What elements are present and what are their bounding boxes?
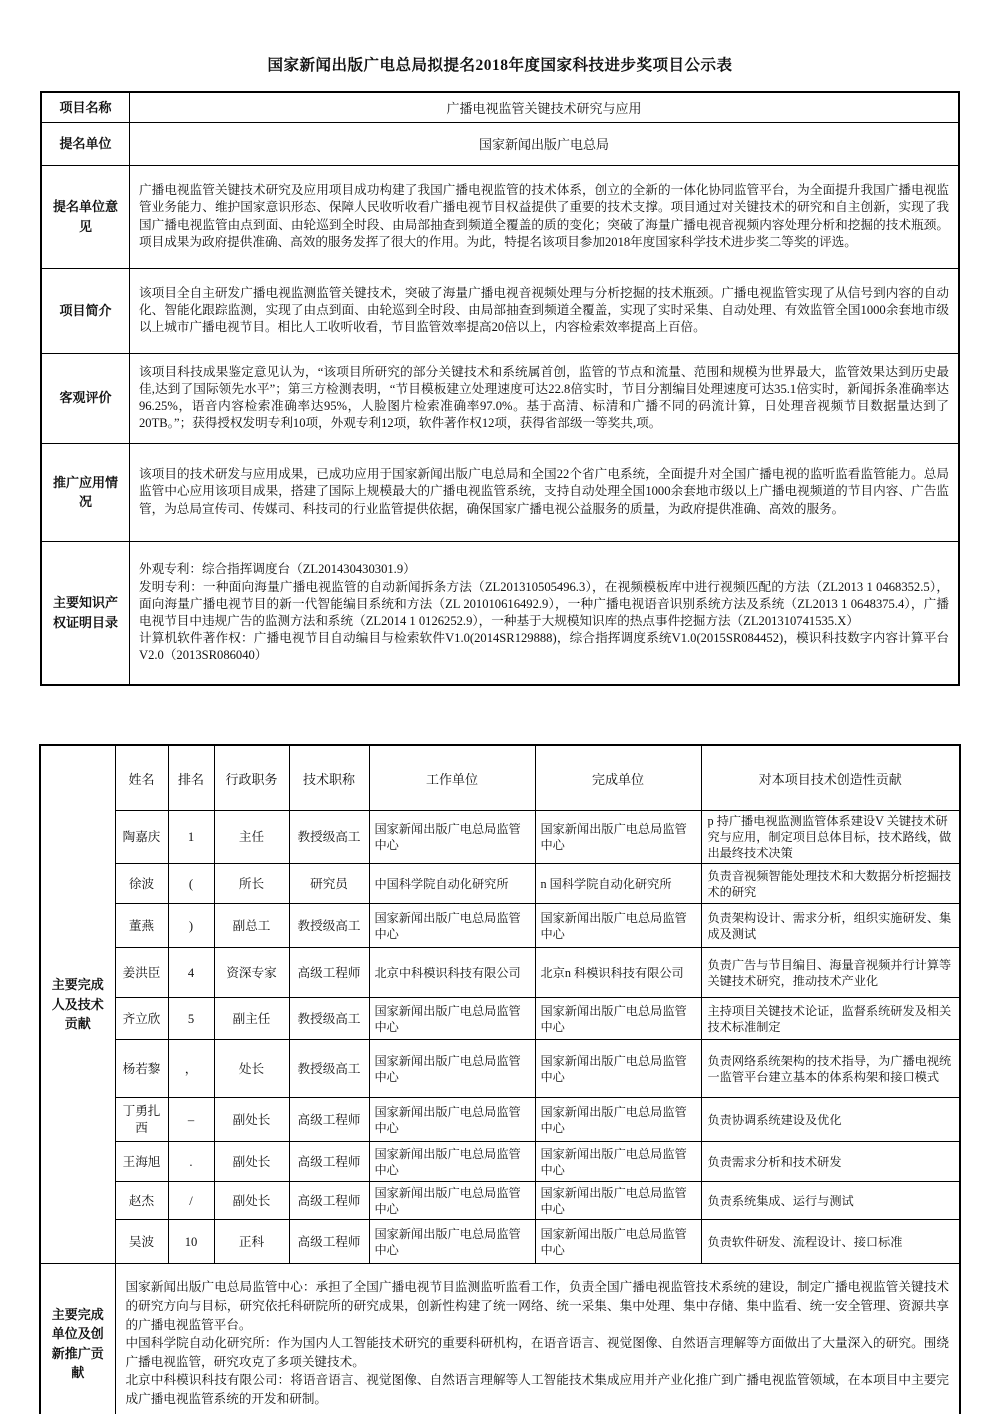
contributor-row [40, 1182, 960, 1220]
contributor-work-unit: 国家新闻出版广电总局监管中心 [369, 1182, 535, 1220]
col-header-contribution: 对本项目技术创造性贡献 [701, 745, 960, 811]
col-header-name: 姓名 [115, 745, 168, 811]
contributor-contribution: 负责系统集成、运行与测试 [701, 1182, 960, 1220]
contributor-row [40, 998, 960, 1040]
contributor-rank: – [168, 1098, 214, 1142]
row-label-opinion: 提名单位意见 [41, 165, 130, 268]
contributor-tech-title: 高级工程师 [289, 1220, 369, 1264]
table-row [41, 92, 959, 122]
col-header-admin-title: 行政职务 [214, 745, 289, 811]
contributor-completion-unit: 国家新闻出版广电总局监管中心 [535, 1142, 701, 1182]
contributor-completion-unit: 国家新闻出版广电总局监管中心 [535, 1040, 701, 1098]
contributor-name: 陶嘉庆 [115, 811, 168, 864]
contributor-completion-unit: 国家新闻出版广电总局监管中心 [535, 1098, 701, 1142]
table-row [41, 541, 959, 685]
completion-unit-paragraph: 中国科学院自动化研究所：作为国内人工智能技术研究的重要科研机构，在语音语言、视觉图像、自然语言理解等方面做出了大量深入的研究。围绕广播电视监管，研究攻克了多项关键技术。 [125, 1336, 949, 1369]
contributor-rank: 1 [168, 811, 214, 864]
row-label-evaluation: 客观评价 [41, 353, 130, 443]
contributors-table [39, 744, 961, 1414]
contributor-name: 赵杰 [115, 1182, 168, 1220]
contributor-rank: 10 [168, 1220, 214, 1264]
row-label-ip: 主要知识产权证明目录 [41, 541, 130, 685]
contributor-admin-title: 正科 [214, 1220, 289, 1264]
table-row [41, 268, 959, 353]
contributor-row [40, 1142, 960, 1182]
contributor-tech-title: 高级工程师 [289, 1098, 369, 1142]
contributor-admin-title: 主任 [214, 811, 289, 864]
evaluation-text: 该项目科技成果鉴定意见认为，“该项目所研究的部分关键技术和系统属首创，监管的节点和流量、范围和规模为世界最大，监管效果达到历史最佳,达到了国际领先水平”；第三方检测表明，“节目模板建立处理速度可达22.8倍实时，节目分割编目处理速度可达35.1倍实时，新闻拆条准确率达96.25%，语音内容检索准确率达95%，人脸图片检索准确率97.0%。基于高清、标清和广播不同的码流计算，日处理音视频节目数据量达到了20TB。”；获得授权发明专利10项，外观专利12项，软件著作权12项，获得省部级一等奖共,项。 [130, 353, 960, 443]
contributor-work-unit: 中国科学院自动化研究所 [369, 864, 535, 904]
contributor-completion-unit: 国家新闻出版广电总局监管中心 [535, 1182, 701, 1220]
contributor-work-unit: 国家新闻出版广电总局监管中心 [369, 904, 535, 948]
contributor-tech-title: 教授级高工 [289, 998, 369, 1040]
contributor-rank: . [168, 1142, 214, 1182]
contributor-admin-title: 副总工 [214, 904, 289, 948]
completion-units-row [40, 1264, 960, 1414]
section-label-completion-units: 主要完成单位及创新推广贡献 [40, 1264, 115, 1414]
contributor-contribution: 负责广告与节目编目、海量音视频并行计算等关键技术研究，推动技术产业化 [701, 948, 960, 998]
contributor-work-unit: 北京中科模识科技有限公司 [369, 948, 535, 998]
contributor-name: 王海旭 [115, 1142, 168, 1182]
contributor-name: 吴波 [115, 1220, 168, 1264]
contributor-name: 齐立欣 [115, 998, 168, 1040]
contributor-row [40, 948, 960, 998]
ip-line: 计算机软件著作权：广播电视节目自动编目与检索软件V1.0(2014SR129888)，综合指挥调度系统V1.0(2015SR084452)，模识科技数字内容计算平台V2.0（2013SR086040） [139, 630, 949, 662]
contributor-tech-title: 高级工程师 [289, 1142, 369, 1182]
contributor-contribution: 负责音视频智能处理技术和大数据分析挖掘技术的研究 [701, 864, 960, 904]
contributor-completion-unit: 国家新闻出版广电总局监管中心 [535, 811, 701, 864]
row-label-application: 推广应用情况 [41, 443, 130, 541]
contributor-row [40, 1040, 960, 1098]
col-header-rank: 排名 [168, 745, 214, 811]
contributor-admin-title: 副处长 [214, 1182, 289, 1220]
project-name-value: 广播电视监管关键技术研究与应用 [130, 92, 960, 122]
contributor-admin-title: 所长 [214, 864, 289, 904]
col-header-tech-title: 技术职称 [289, 745, 369, 811]
nominator-value: 国家新闻出版广电总局 [130, 122, 960, 165]
contributor-work-unit: 国家新闻出版广电总局监管中心 [369, 1220, 535, 1264]
contributor-contribution: p 持广播电视监测监管体系建设V 关键技术研究与应用，制定项目总体目标，技术路线，做出最终技术决策 [701, 811, 960, 864]
row-label-summary: 项目简介 [41, 268, 130, 353]
table-row [41, 353, 959, 443]
contributor-admin-title: 副处长 [214, 1098, 289, 1142]
contributor-contribution: 负责协调系统建设及优化 [701, 1098, 960, 1142]
completion-units-text [115, 1264, 960, 1414]
contributor-rank: ) [168, 904, 214, 948]
contributor-work-unit: 国家新闻出版广电总局监管中心 [369, 1142, 535, 1182]
contributor-tech-title: 高级工程师 [289, 948, 369, 998]
contributor-row [40, 1098, 960, 1142]
contributor-rank: 5 [168, 998, 214, 1040]
row-label-nominator: 提名单位 [41, 122, 130, 165]
contributor-row [40, 904, 960, 948]
contributor-contribution: 负责架构设计、需求分析，组织实施研发、集成及测试 [701, 904, 960, 948]
application-text: 该项目的技术研发与应用成果，已成功应用于国家新闻出版广电总局和全国22个省广电系统，全面提升对全国广播电视的监听监看监管能力。总局监管中心应用该项目成果，搭建了国际上规模最大的广播电视监管系统，支持自动处理全国1000余套地市级以上广播电视频道的节目内容、广告监管，为总局宣传司、传媒司、科技司的行业监管提供依据，确保国家广播电视公益服务的质量，为政府提供准确、高效的服务。 [130, 443, 960, 541]
contributor-tech-title: 研究员 [289, 864, 369, 904]
contributor-name: 杨若黎 [115, 1040, 168, 1098]
contributor-admin-title: 副处长 [214, 1142, 289, 1182]
contributor-name: 姜洪臣 [115, 948, 168, 998]
ip-text [130, 541, 960, 685]
ip-line: 外观专利：综合指挥调度台（ZL201430430301.9） [139, 562, 416, 577]
ip-line: 发明专利：一种面向海量广播电视监管的自动新闻拆条方法（ZL201310505496.3），在视频模板库中进行视频匹配的方法（ZL2013 1 0468352.5），面向海量广播电视节目的新一代智能编目系统和方法（ZL 201010616492.9），一种广播电视语音识别系统方法及系统（ZL2013 1 0648375.4），广播电视节目中违规广告的监测方法和系统（ZL2014 1 0126252.9），一种基于大规模知识库的热点事件挖掘方法（ZL201310741535.X） [139, 579, 949, 628]
contributor-name: 丁勇扎西 [115, 1098, 168, 1142]
contributor-admin-title: 副主任 [214, 998, 289, 1040]
table-row [41, 165, 959, 268]
contributor-tech-title: 教授级高工 [289, 904, 369, 948]
contributor-tech-title: 教授级高工 [289, 811, 369, 864]
contributor-contribution: 负责网络系统架构的技术指导，为广播电视统一监管平台建立基本的体系构架和接口模式 [701, 1040, 960, 1098]
col-header-work-unit: 工作单位 [369, 745, 535, 811]
contributor-completion-unit: n 国科学院自动化研究所 [535, 864, 701, 904]
contributor-rank: ( [168, 864, 214, 904]
opinion-text: 广播电视监管关键技术研究及应用项目成功构建了我国广播电视监管的技术体系，创立的全新的一体化协同监管平台，为全面提升我国广播电视监管业务能力、维护国家意识形态、保障人民收听收看广播电视节目权益提供了重要的技术支撑。项目通过对关键技术的研究和自主创新，实现了我国广播电视监管由点到面、由轮巡到全时段、由局部抽查到频道全覆盖的质的变化；突破了海量广播电视音视频内容处理分析和挖掘的技术瓶颈。项目成果为政府提供准确、高效的服务发挥了很大的作用。为此，特提名该项目参加2018年度国家科学技术进步奖二等奖的评选。 [130, 165, 960, 268]
contributor-admin-title: 处长 [214, 1040, 289, 1098]
contributor-row [40, 1220, 960, 1264]
completion-unit-paragraph: 国家新闻出版广电总局监管中心：承担了全国广播电视节目监测监听监看工作，负责全国广播电视监管技术系统的建设，制定广播电视监管关键技术的研究方向与目标，研究依托科研院所的研究成果，创新性构建了统一网络、统一采集、集中处理、集中存储、集中监看、统一安全管理、资源共享的广播电视监管平台。 [125, 1280, 949, 1332]
contributor-rank: ， [168, 1040, 214, 1098]
table-row [41, 122, 959, 165]
contributor-work-unit: 国家新闻出版广电总局监管中心 [369, 998, 535, 1040]
contributor-work-unit: 国家新闻出版广电总局监管中心 [369, 1040, 535, 1098]
contributor-work-unit: 国家新闻出版广电总局监管中心 [369, 811, 535, 864]
contributor-completion-unit: 北京n 科模识科技有限公司 [535, 948, 701, 998]
contributor-row [40, 811, 960, 864]
contributor-contribution: 主持项目关键技术论证，监督系统研发及相关技术标准制定 [701, 998, 960, 1040]
contributor-rank: / [168, 1182, 214, 1220]
contributor-tech-title: 高级工程师 [289, 1182, 369, 1220]
summary-text: 该项目全自主研发广播电视监测监管关键技术，突破了海量广播电视音视频处理与分析挖掘的技术瓶颈。广播电视监管实现了从信号到内容的自动化、智能化跟踪监测，实现了由点到面、由轮巡到全时段、由局部抽查到频道全覆盖，实现了实时采集、自动处理、有效监管全国1000余套地市级以上城市广播电视节目。相比人工收听收看，节目监管效率提高20倍以上，内容检索效率提高上百倍。 [130, 268, 960, 353]
table-header-row [40, 745, 960, 811]
contributor-work-unit: 国家新闻出版广电总局监管中心 [369, 1098, 535, 1142]
page-title: 国家新闻出版广电总局拟提名2018年度国家科技进步奖项目公示表 [267, 57, 733, 74]
project-info-table [40, 91, 960, 686]
contributor-contribution: 负责需求分析和技术研发 [701, 1142, 960, 1182]
contributor-contribution: 负责软件研发、流程设计、接口标准 [701, 1220, 960, 1264]
contributor-name: 董燕 [115, 904, 168, 948]
contributor-completion-unit: 国家新闻出版广电总局监管中心 [535, 998, 701, 1040]
contributor-admin-title: 资深专家 [214, 948, 289, 998]
contributor-completion-unit: 国家新闻出版广电总局监管中心 [535, 1220, 701, 1264]
contributor-rank: 4 [168, 948, 214, 998]
row-label-project-name: 项目名称 [41, 92, 130, 122]
col-header-completion-unit: 完成单位 [535, 745, 701, 811]
table-row [41, 443, 959, 541]
contributor-tech-title: 教授级高工 [289, 1040, 369, 1098]
contributor-name: 徐波 [115, 864, 168, 904]
completion-unit-paragraph: 北京中科模识科技有限公司：将语音语言、视觉图像、自然语言理解等人工智能技术集成应用并产业化推广到广播电视监管领域，在本项目中主要完成广播电视监管系统的开发和研制。 [125, 1373, 949, 1407]
contributor-completion-unit: 国家新闻出版广电总局监管中心 [535, 904, 701, 948]
contributor-row [40, 864, 960, 904]
section-label-contributors: 主要完成人及技术贡献 [40, 745, 115, 1264]
